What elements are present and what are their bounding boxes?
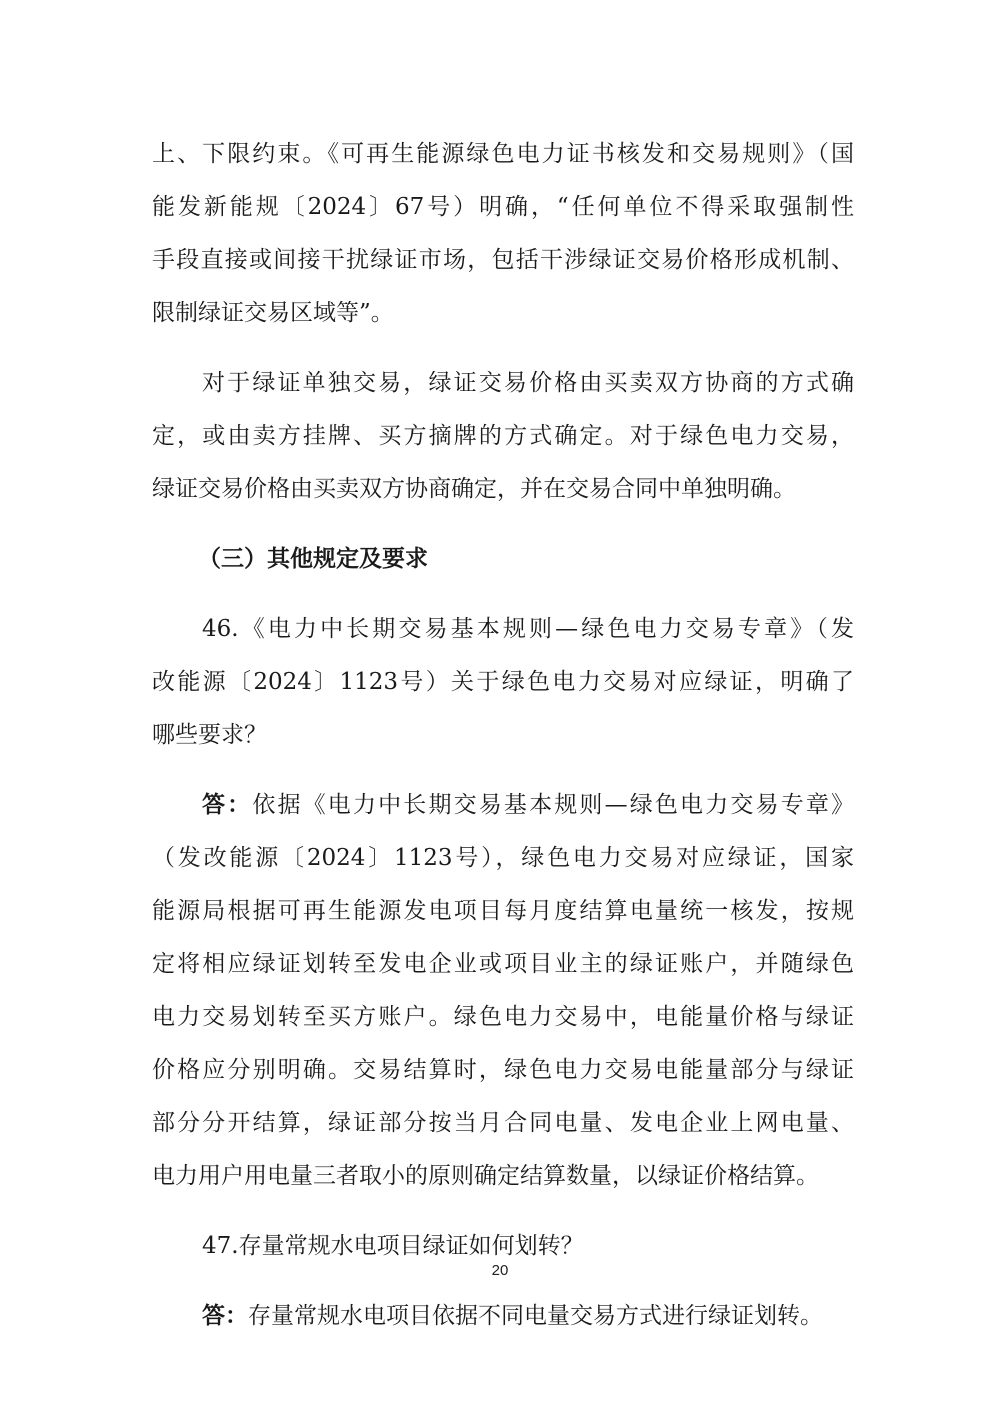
- text-line: 电力用户用电量三者取小的原则确定结算数量，以绿证价格结算。: [152, 1163, 819, 1189]
- answer-label: 答：: [202, 1303, 248, 1329]
- text-line: 限制绿证交易区域等”。: [152, 300, 394, 326]
- text-line: 价格应分别明确。交易结算时，绿色电力交易电能量部分与绿证: [152, 1057, 854, 1083]
- text-line: 对于绿证单独交易，绿证交易价格由买卖双方协商的方式确: [202, 370, 854, 396]
- answer-text: 依据《电力中长期交易基本规则—绿色电力交易专章》: [252, 792, 855, 818]
- text-line: 46.《电力中长期交易基本规则—绿色电力交易专章》（发: [202, 616, 854, 642]
- question-46: [152, 603, 854, 762]
- text-line: 哪些要求？: [152, 722, 267, 748]
- text-line: 电力交易划转至买方账户。绿色电力交易中，电能量价格与绿证: [152, 1004, 854, 1030]
- page-number: 20: [491, 1262, 509, 1279]
- paragraph-price-constraints: [152, 128, 854, 340]
- answer-46: [152, 779, 854, 1203]
- answer-label: 答：: [202, 792, 253, 818]
- text-line: 绿证交易价格由买卖双方协商确定，并在交易合同中单独明确。: [152, 476, 796, 502]
- paragraph-separate-trading: [152, 357, 854, 516]
- text-line: 部分分开结算，绿证部分按当月合同电量、发电企业上网电量、: [152, 1110, 854, 1136]
- section-heading: （三）其他规定及要求: [198, 546, 428, 572]
- text-line: 手段直接或间接干扰绿证市场，包括干涉绿证交易价格形成机制、: [152, 247, 854, 273]
- text-line: 能发新能规〔2024〕67号）明确，“任何单位不得采取强制性: [152, 194, 854, 220]
- text-line: 定将相应绿证划转至发电企业或项目业主的绿证账户，并随绿色: [152, 951, 854, 977]
- answer-47: [152, 1290, 854, 1343]
- question-47: 47.存量常规水电项目绿证如何划转？: [202, 1233, 584, 1259]
- page-body: [152, 128, 854, 1343]
- text-line: 改能源〔2024〕1123号）关于绿色电力交易对应绿证，明确了: [152, 669, 854, 695]
- answer-text: 存量常规水电项目依据不同电量交易方式进行绿证划转。: [248, 1303, 823, 1329]
- text-line: 定，或由卖方挂牌、买方摘牌的方式确定。对于绿色电力交易，: [152, 423, 854, 449]
- text-line: （发改能源〔2024〕1123号），绿色电力交易对应绿证，国家: [152, 845, 854, 871]
- text-line: 能源局根据可再生能源发电项目每月度结算电量统一核发，按规: [152, 898, 854, 924]
- text-line: 上、下限约束。《可再生能源绿色电力证书核发和交易规则》（国: [152, 141, 854, 167]
- text-line: [152, 779, 854, 832]
